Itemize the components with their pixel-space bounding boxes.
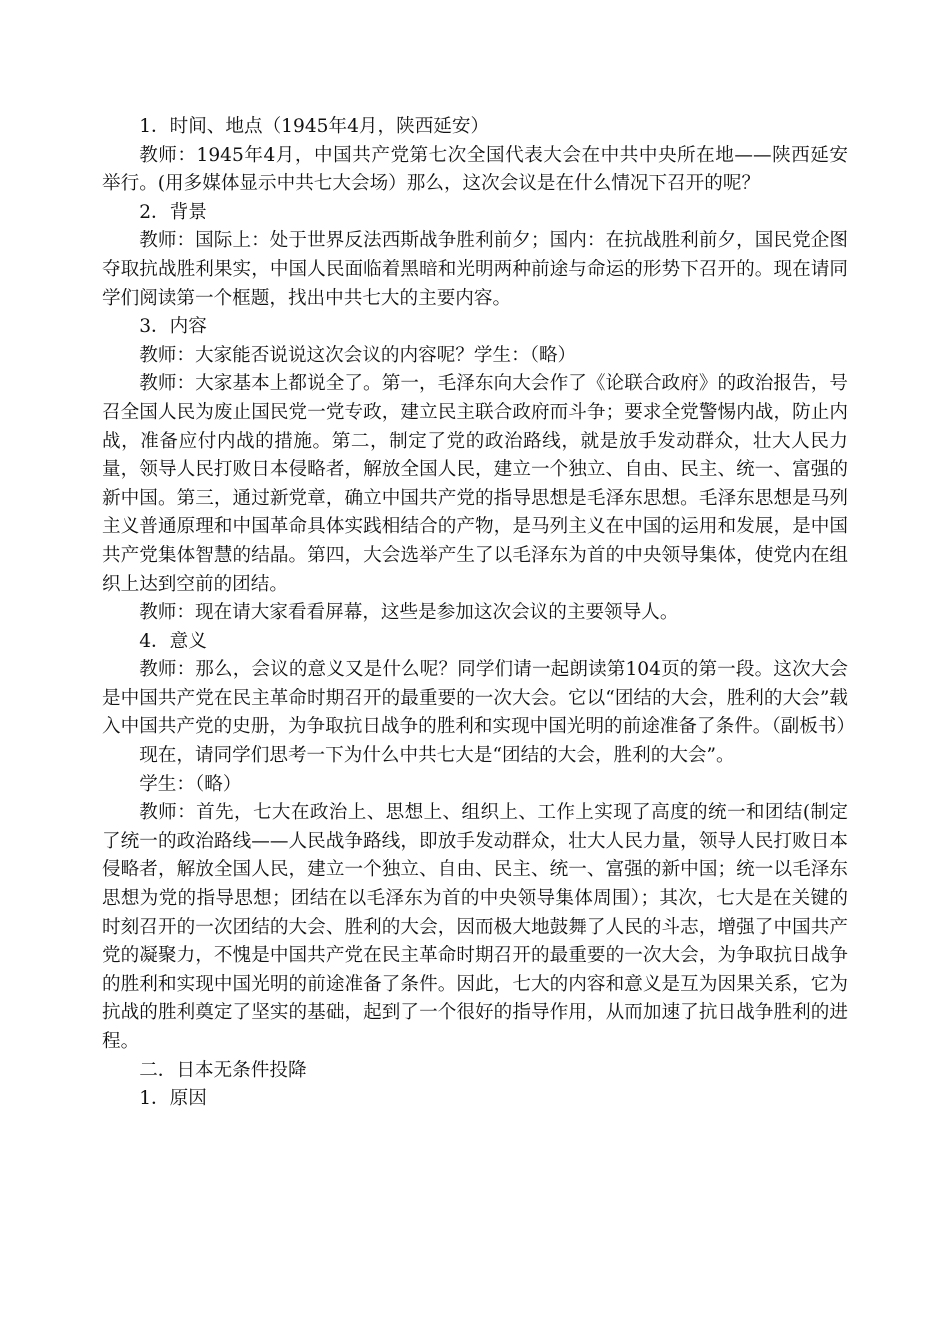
document-body (102, 113, 856, 1114)
paragraph-think-question: 现在，请同学们思考一下为什么中共七大是“团结的大会，胜利的大会”。 (139, 745, 735, 767)
paragraph-student-answer: 学生：（略） (139, 773, 242, 795)
heading-content: 3．内容 (139, 316, 207, 338)
paragraph-teacher-intro: 教师：1945年4月，中国共产党第七次全国代表大会在中共中央所在地——陕西延安举行。(用多媒体显示中共七大会场）那么，这次会议是在什么情况下召开的呢？ (102, 144, 848, 195)
paragraph-teacher-significance: 教师：那么，会议的意义又是什么呢？同学们请一起朗读第104页的第一段。这次大会是中国共产党在民主革命时期召开的最重要的一次大会。它以“团结的大会，胜利的大会”载入中国共产党的史册，为争取抗日战争的胜利和实现中国光明的前途准备了条件。（副板书） (102, 659, 856, 738)
paragraph-teacher-question: 教师：大家能否说说这次会议的内容呢？学生：（略） (139, 344, 577, 366)
paragraph-teacher-explanation: 教师：首先，七大在政治上、思想上、组织上、工作上实现了高度的统一和团结(制定了统一的政治路线——人民战争路线，即放手发动群众，壮大人民力量，领导人民打败日本侵略者，解放全国人民，建立一个独立、自由、民主、统一、富强的新中国；统一以毛泽东思想为党的指导思想；团结在以毛泽东为首的中央领导集体周围）；其次，七大是在关键的时刻召开的一次团结的大会、胜利的大会，因而极大地鼓舞了人民的斗志，增强了中国共产党的凝聚力，不愧是中国共产党在民主革命时期召开的最重要的一次大会，为争取抗日战争的胜利和实现中国光明的前途准备了条件。因此，七大的内容和意义是互为因果关系，它为抗战的胜利奠定了坚实的基础，起到了一个很好的指导作用，从而加速了抗日战争胜利的进程。 (102, 802, 848, 1052)
heading-japan-surrender: 二．日本无条件投降 (139, 1059, 307, 1081)
heading-background: 2．背景 (139, 201, 207, 223)
heading-time-place: 1．时间、地点（1945年4月，陕西延安） (139, 116, 490, 137)
paragraph-teacher-content: 教师：大家基本上都说全了。第一，毛泽东向大会作了《论联合政府》的政治报告，号召全国人民为废止国民党一党专政，建立民主联合政府而斗争；要求全党警惕内战，防止内战，准备应付内战的措施。第二，制定了党的政治路线，就是放手发动群众，壮大人民力量，领导人民打败日本侵略者，解放全国人民，建立一个独立、自由、民主、统一、富强的新中国。第三，通过新党章，确立中国共产党的指导思想是毛泽东思想。毛泽东思想是马列主义普通原理和中国革命具体实践相结合的产物，是马列主义在中国的运用和发展，是中国共产党集体智慧的结晶。第四，大会选举产生了以毛泽东为首的中央领导集体，使党内在组织上达到空前的团结。 (102, 373, 848, 595)
paragraph-teacher-background: 教师：国际上：处于世界反法西斯战争胜利前夕；国内：在抗战胜利前夕，国民党企图夺取抗战胜利果实，中国人民面临着黑暗和光明两种前途与命运的形势下召开的。现在请同学们阅读第一个框题，找出中共七大的主要内容。 (102, 230, 848, 309)
heading-significance: 4．意义 (139, 630, 207, 652)
paragraph-teacher-screen: 教师：现在请大家看看屏幕，这些是参加这次会议的主要领导人。 (139, 602, 679, 624)
heading-reason: 1．原因 (139, 1088, 207, 1110)
